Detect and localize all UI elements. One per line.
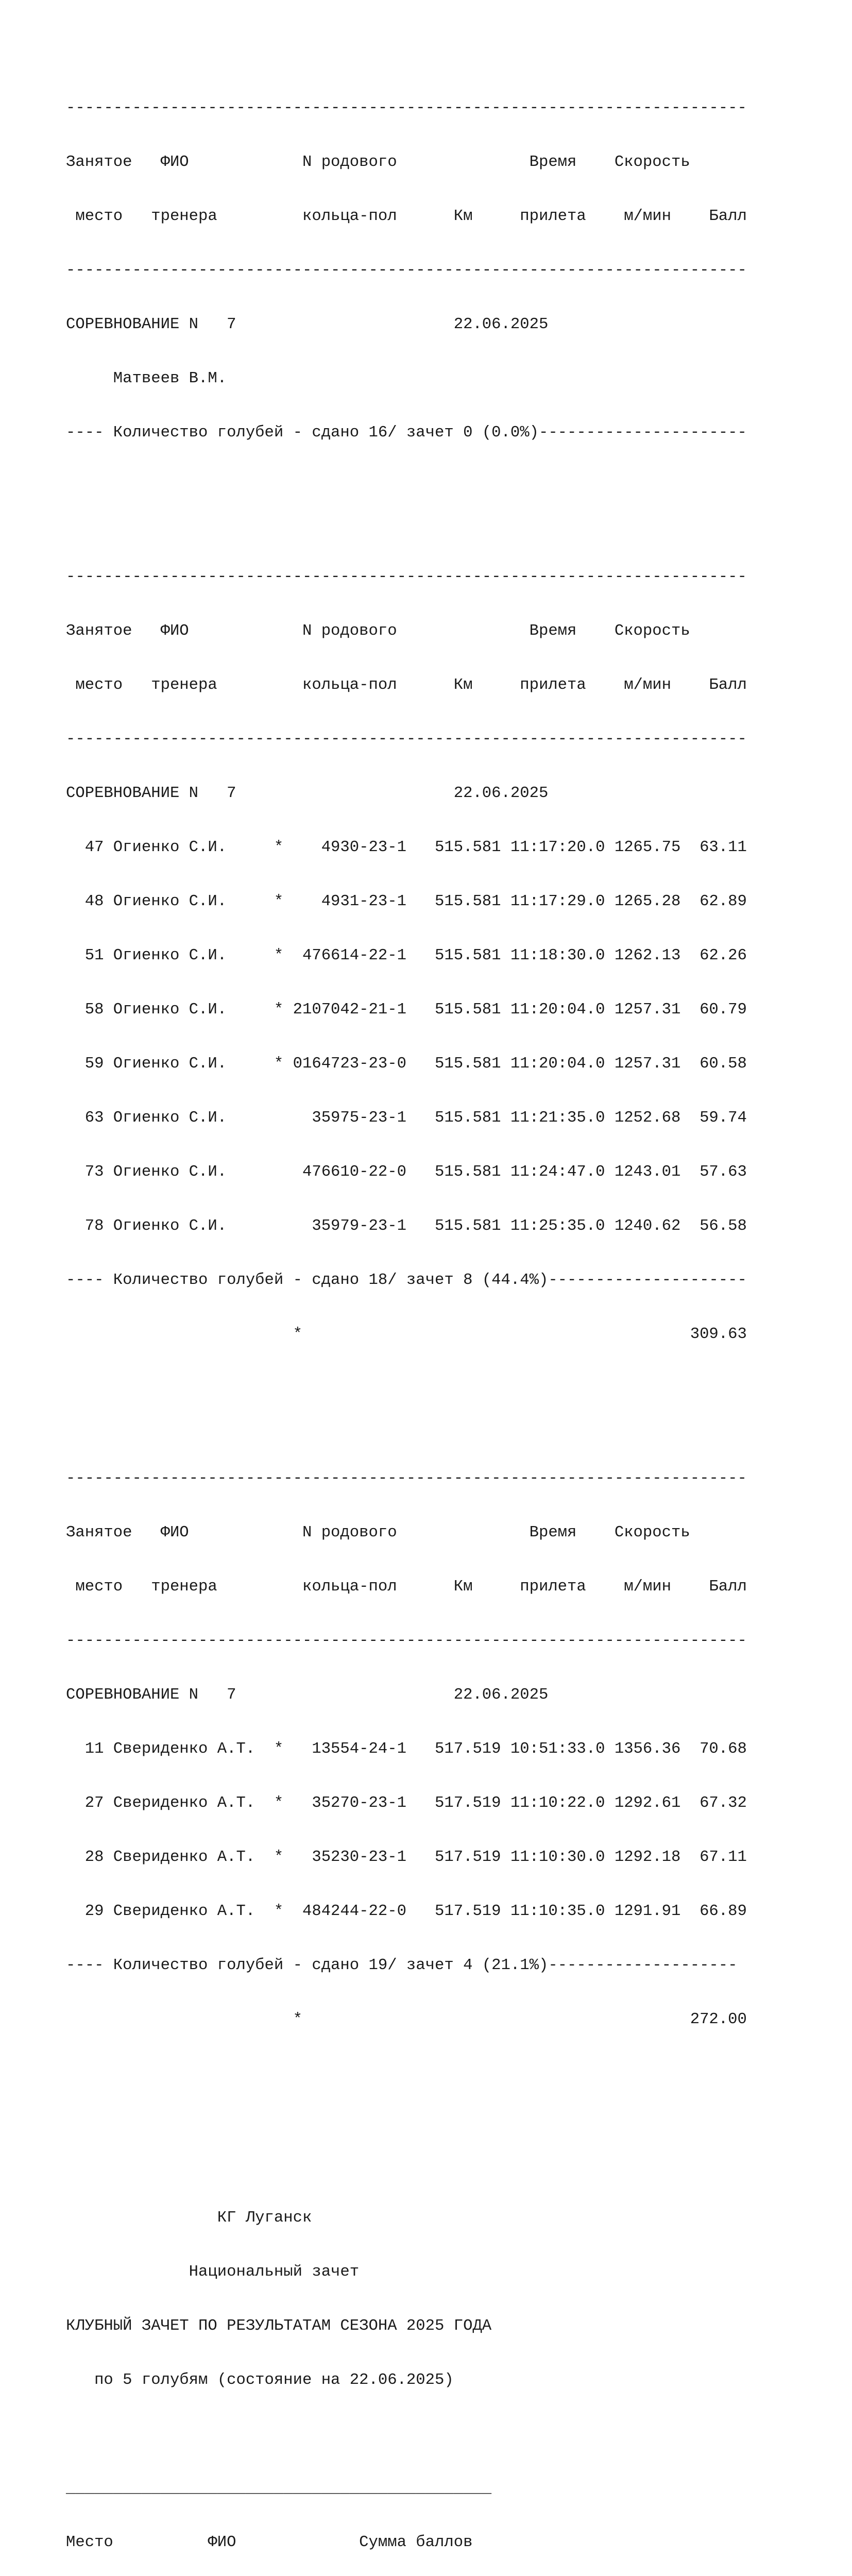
- competition-line: СОРЕВНОВАНИЕ N 7 22.06.2025: [66, 785, 549, 802]
- pigeon-count-line: ---- Количество голубей - сдано 18/ зачет 8 (44.4%)---------------------: [66, 1272, 747, 1289]
- section-matveev: [66, 63, 747, 478]
- standings-heading: КЛУБНЫЙ ЗАЧЕТ ПО РЕЗУЛЬТАТАМ СЕЗОНА 2025 ГОДА: [66, 2317, 492, 2335]
- standings-header: Место ФИО Сумма баллов: [66, 2534, 473, 2551]
- result-row: 58 Огиенко С.И. * 2107042-21-1 515.581 11:20:04.0 1257.31 60.79: [66, 1001, 747, 1019]
- points-total-line: * 272.00: [66, 2011, 747, 2028]
- result-row: 47 Огиенко С.И. * 4930-23-1 515.581 11:17:20.0 1265.75 63.11: [66, 839, 747, 856]
- section-ogienko: [66, 532, 747, 1380]
- pigeon-count-line: ---- Количество голубей - сдано 19/ зачет 4 (21.1%)--------------------: [66, 1957, 738, 1974]
- column-header-line-1: Занятое ФИО N родового Время Скорость: [66, 154, 690, 171]
- header-rule-bottom: ------------------------------------------------------------------------: [66, 262, 747, 279]
- result-row: 63 Огиенко С.И. 35975-23-1 515.581 11:21:35.0 1252.68 59.74: [66, 1109, 747, 1127]
- standings-rule-top: _____________________________________________: [66, 2480, 492, 2497]
- result-row: 73 Огиенко С.И. 476610-22-0 515.581 11:24:47.0 1243.01 57.63: [66, 1163, 747, 1181]
- result-row: 11 Свериденко А.Т. * 13554-24-1 517.519 10:51:33.0 1356.36 70.68: [66, 1740, 747, 1758]
- result-row: 59 Огиенко С.И. * 0164723-23-0 515.581 11:20:04.0 1257.31 60.58: [66, 1055, 747, 1073]
- header-rule-top: ------------------------------------------------------------------------: [66, 568, 747, 586]
- result-row: 29 Свериденко А.Т. * 484244-22-0 517.519 11:10:35.0 1291.91 66.89: [66, 1903, 747, 1920]
- pigeon-count-line: ---- Количество голубей - сдано 16/ зачет 0 (0.0%)----------------------: [66, 424, 747, 442]
- header-rule-top: ------------------------------------------------------------------------: [66, 1470, 747, 1487]
- club-subtitle: Национальный зачет: [66, 2263, 360, 2281]
- column-header-line-1: Занятое ФИО N родового Время Скорость: [66, 1524, 690, 1541]
- column-header-line-2: место тренера кольца-пол Км прилета м/мин Балл: [66, 208, 747, 225]
- header-rule-bottom: ------------------------------------------------------------------------: [66, 1632, 747, 1650]
- competition-line: СОРЕВНОВАНИЕ N 7 22.06.2025: [66, 1686, 549, 1704]
- trainer-name-line: Матвеев В.М.: [66, 370, 227, 387]
- competition-line: СОРЕВНОВАНИЕ N 7 22.06.2025: [66, 316, 549, 333]
- column-header-line-1: Занятое ФИО N родового Время Скорость: [66, 622, 690, 640]
- result-row: 51 Огиенко С.И. * 476614-22-1 515.581 11:18:30.0 1262.13 62.26: [66, 947, 747, 964]
- standings-subheading: по 5 голубям (состояние на 22.06.2025): [66, 2371, 454, 2389]
- club-title: КГ Луганск: [66, 2209, 312, 2227]
- column-header-line-2: место тренера кольца-пол Км прилета м/мин Балл: [66, 1578, 747, 1596]
- column-header-line-2: место тренера кольца-пол Км прилета м/мин Балл: [66, 676, 747, 694]
- result-row: 28 Свериденко А.Т. * 35230-23-1 517.519 11:10:30.0 1292.18 67.11: [66, 1849, 747, 1866]
- spacer-line: [66, 2155, 747, 2173]
- points-total-line: * 309.63: [66, 1326, 747, 1343]
- results-report: [66, 27, 747, 2576]
- header-rule-top: ------------------------------------------------------------------------: [66, 99, 747, 117]
- header-rule-bottom: ------------------------------------------------------------------------: [66, 731, 747, 748]
- result-row: 78 Огиенко С.И. 35979-23-1 515.581 11:25:35.0 1240.62 56.58: [66, 1217, 747, 1235]
- result-row: 48 Огиенко С.И. * 4931-23-1 515.581 11:17:29.0 1265.28 62.89: [66, 893, 747, 910]
- section-sveridenko: [66, 1434, 747, 2065]
- result-row: 27 Свериденко А.Т. * 35270-23-1 517.519 11:10:22.0 1292.61 67.32: [66, 1794, 747, 1812]
- spacer-line: [66, 2426, 747, 2444]
- club-standings: [66, 2119, 747, 2576]
